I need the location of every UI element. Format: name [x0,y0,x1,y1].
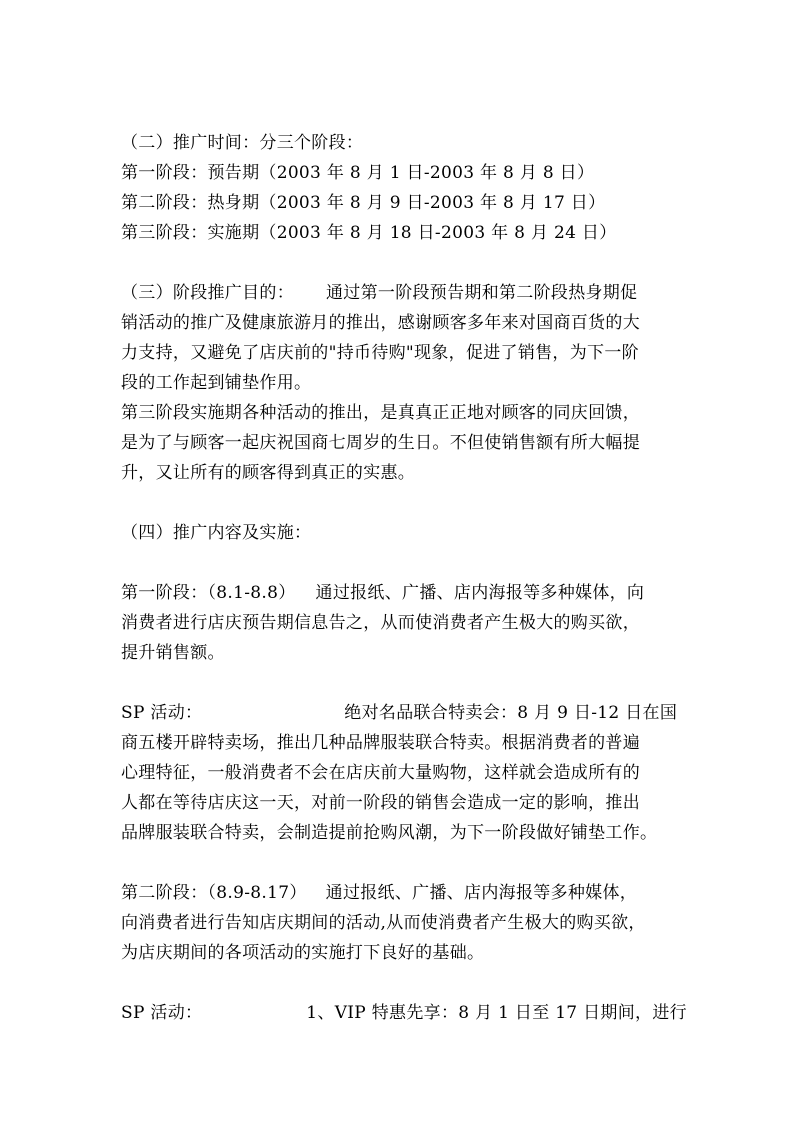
blank-line [121,548,681,578]
paragraph-line: 品牌服装联合特卖，会制造提前抢购风潮，为下一阶段做好铺垫工作。 [121,823,658,843]
paragraph-line: 人都在等待店庆这一天，对前一阶段的销售会造成一定的影响，推出 [121,793,640,813]
stage-three-period: 第三阶段：实施期（2003 年 8 月 18 日-2003 年 8 月 24 日） [121,223,617,243]
blank-line [121,248,681,278]
stage-two-period: 第二阶段：热身期（2003 年 8 月 9 日-2003 年 8 月 17 日） [121,193,606,213]
paragraph-line: 提升销售额。 [121,643,225,663]
section-purpose-first-line [121,278,681,308]
sp-activity-label: SP 活动： [121,1003,203,1023]
blank-line [121,968,681,998]
sp-activity-one-first-line [121,698,681,728]
paragraph-line: 力支持，又避免了店庆前的"持币待购"现象，促进了销售，为下一阶 [121,343,639,363]
stage-two-label: 第二阶段：（8.9-8.17） [121,883,307,903]
paragraph-line: 向消费者进行告知店庆期间的活动,从而使消费者产生极大的购买欲， [121,913,646,933]
document-body [121,128,687,1028]
paragraph-line: 商五楼开辟特卖场，推出几种品牌服装联合特卖。根据消费者的普遍 [121,733,640,753]
stage-one-label: 第一阶段：（8.1-8.8） [121,583,296,603]
sp-activity-label: SP 活动： [121,703,203,723]
paragraph-line: 段的工作起到铺垫作用。 [121,373,312,393]
blank-line [121,848,681,878]
paragraph-line: 升，又让所有的顾客得到真正的实惠。 [121,463,416,483]
paragraph-line: 为店庆期间的各项活动的实施打下良好的基础。 [121,943,485,963]
stage-two-first-line [121,878,681,908]
paragraph-line: 消费者进行店庆预告期信息告之，从而使消费者产生极大的购买欲， [121,613,640,633]
paragraph-line: 第三阶段实施期各种活动的推出，是真真正正地对顾客的同庆回馈， [121,403,640,423]
paragraph-line: 是为了与顾客一起庆祝国商七周岁的生日。不但使销售额有所大幅提 [121,433,640,453]
sp-activity-text-start: 1、VIP 特惠先享：8 月 1 日至 17 日期间，进行 [306,1003,687,1023]
section-heading-content: （四）推广内容及实施： [121,523,312,543]
section-heading-purpose: （三）阶段推广目的： [121,283,294,303]
stage-one-period: 第一阶段：预告期（2003 年 8 月 1 日-2003 年 8 月 8 日） [121,163,595,183]
purpose-text-start: 通过第一阶段预告期和第二阶段热身期促 [326,283,638,303]
stage-one-text-start: 通过报纸、广播、店内海报等多种媒体，向 [315,583,645,603]
sp-activity-two-first-line [121,998,687,1028]
sp-activity-text-start: 绝对名品联合特卖会：8 月 9 日-12 日在国 [344,703,678,723]
section-heading-promotion-time: （二）推广时间：分三个阶段： [121,133,364,153]
blank-line [121,668,681,698]
blank-line [121,488,681,518]
paragraph-line: 心理特征，一般消费者不会在店庆前大量购物，这样就会造成所有的 [121,763,640,783]
stage-two-text-start: 通过报纸、广播、店内海报等多种媒体， [325,883,638,903]
paragraph-line: 销活动的推广及健康旅游月的推出，感谢顾客多年来对国商百货的大 [121,313,640,333]
stage-one-first-line [121,578,681,608]
